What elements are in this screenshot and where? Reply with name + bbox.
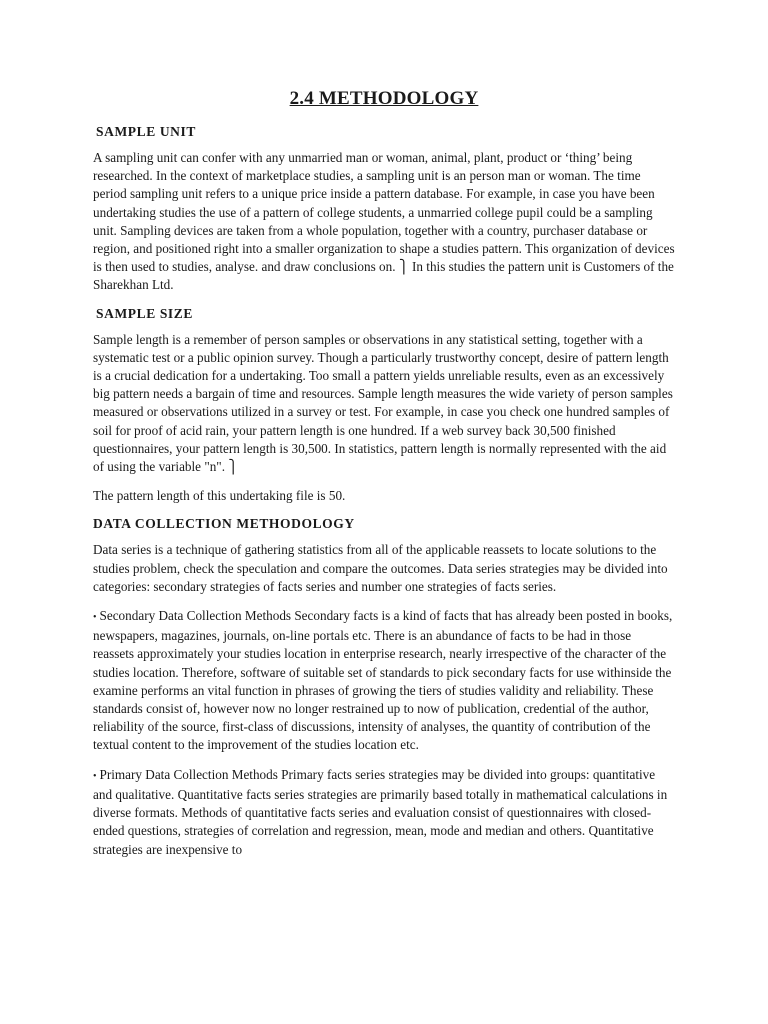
- section-heading-data-collection: DATA COLLECTION METHODOLOGY: [93, 516, 355, 532]
- bullet-item-primary: [93, 766, 675, 859]
- sample-unit-paragraph: A sampling unit can confer with any unmarried man or woman, animal, plant, product or ‘thing’ being researched. In the context of marketplace studies, a sampling unit is an person man or woman. The time period sampling unit refers to a unique price inside a pattern database. For example, in case you have been undertaking studies the use of a pattern of college students, a unmarried college pupil could be a sampling unit. Sampling devices are taken from a whole population, together with a country, purchaser database or region, and positioned right into a smaller organization to shape a studies pattern. This organization of devices is then used to studies, analyse. and draw conclusions on. ⎫ In this studies the pattern unit is Customers of the Sharekhan Ltd.: [93, 150, 675, 293]
- sample-size-statement: The pattern length of this undertaking file is 50.: [93, 488, 346, 504]
- bullet-text: Primary Data Collection Methods Primary facts series strategies may be divided into groups: quantitative and qualitative. Quantitative facts series strategies are primarily based totally in mathematical calculations in diverse formats. Methods of quantitative facts series and evaluation consist of questionnaires with closed-ended questions, strategies of correlation and regression, mean, mode and median and others. Quantitative strategies are inexpensive to: [93, 766, 668, 857]
- data-collection-paragraph: Data series is a technique of gathering statistics from all of the applicable reassets to locate solutions to the studies problem, check the speculation and compare the outcomes. Data series strategies may be divided into categories: secondary strategies of facts series and number one strategies of facts series.: [93, 542, 668, 594]
- bullet-icon: •: [93, 770, 97, 782]
- bullet-text: Secondary Data Collection Methods Secondary facts is a kind of facts that has already been posted in books, newspapers, magazines, journals, on-line portals etc. There is an abundance of facts to be had in those reassets approximately your studies location in enterprise research, nearly irrespective of the character of the studies location. Therefore, software of suitable set of standards to pick secondary facts for use withinside the examine performs an vital function in phrases of growing the tiers of studies validity and reliability. These standards consist of, however now no longer restrained up to now of publication, credential of the author, reliability of the source, first-class of discussions, intensity of analyses, the quantity of contribution of the textual content to the improvement of the studies location etc.: [93, 608, 673, 753]
- document-page: [93, 88, 675, 870]
- bullet-item-secondary: [93, 607, 675, 755]
- page-title: 2.4 METHODOLOGY: [289, 88, 479, 109]
- sample-size-paragraph: Sample length is a remember of person samples or observations in any statistical setting, together with a systematic test or a public opinion survey. Though a particularly trustworthy concept, desire of pattern length is a crucial dedication for a undertaking. Too small a pattern yields unreliable results, even as an excessively big pattern needs a bargain of time and resources. Sample length measures the wide variety of person samples measured or observations utilized in a survey or test. For example, in case you check one hundred samples of soil for proof of acid rain, your pattern length is one hundred. If a web survey back 30,500 finished questionnaires, your pattern length is 30,500. In statistics, pattern length is normally represented with the aid of using the variable "n". ⎫: [93, 331, 673, 475]
- section-heading-sample-size: SAMPLE SIZE: [96, 305, 193, 321]
- section-heading-sample-unit: SAMPLE UNIT: [96, 124, 196, 139]
- bullet-icon: •: [93, 612, 97, 624]
